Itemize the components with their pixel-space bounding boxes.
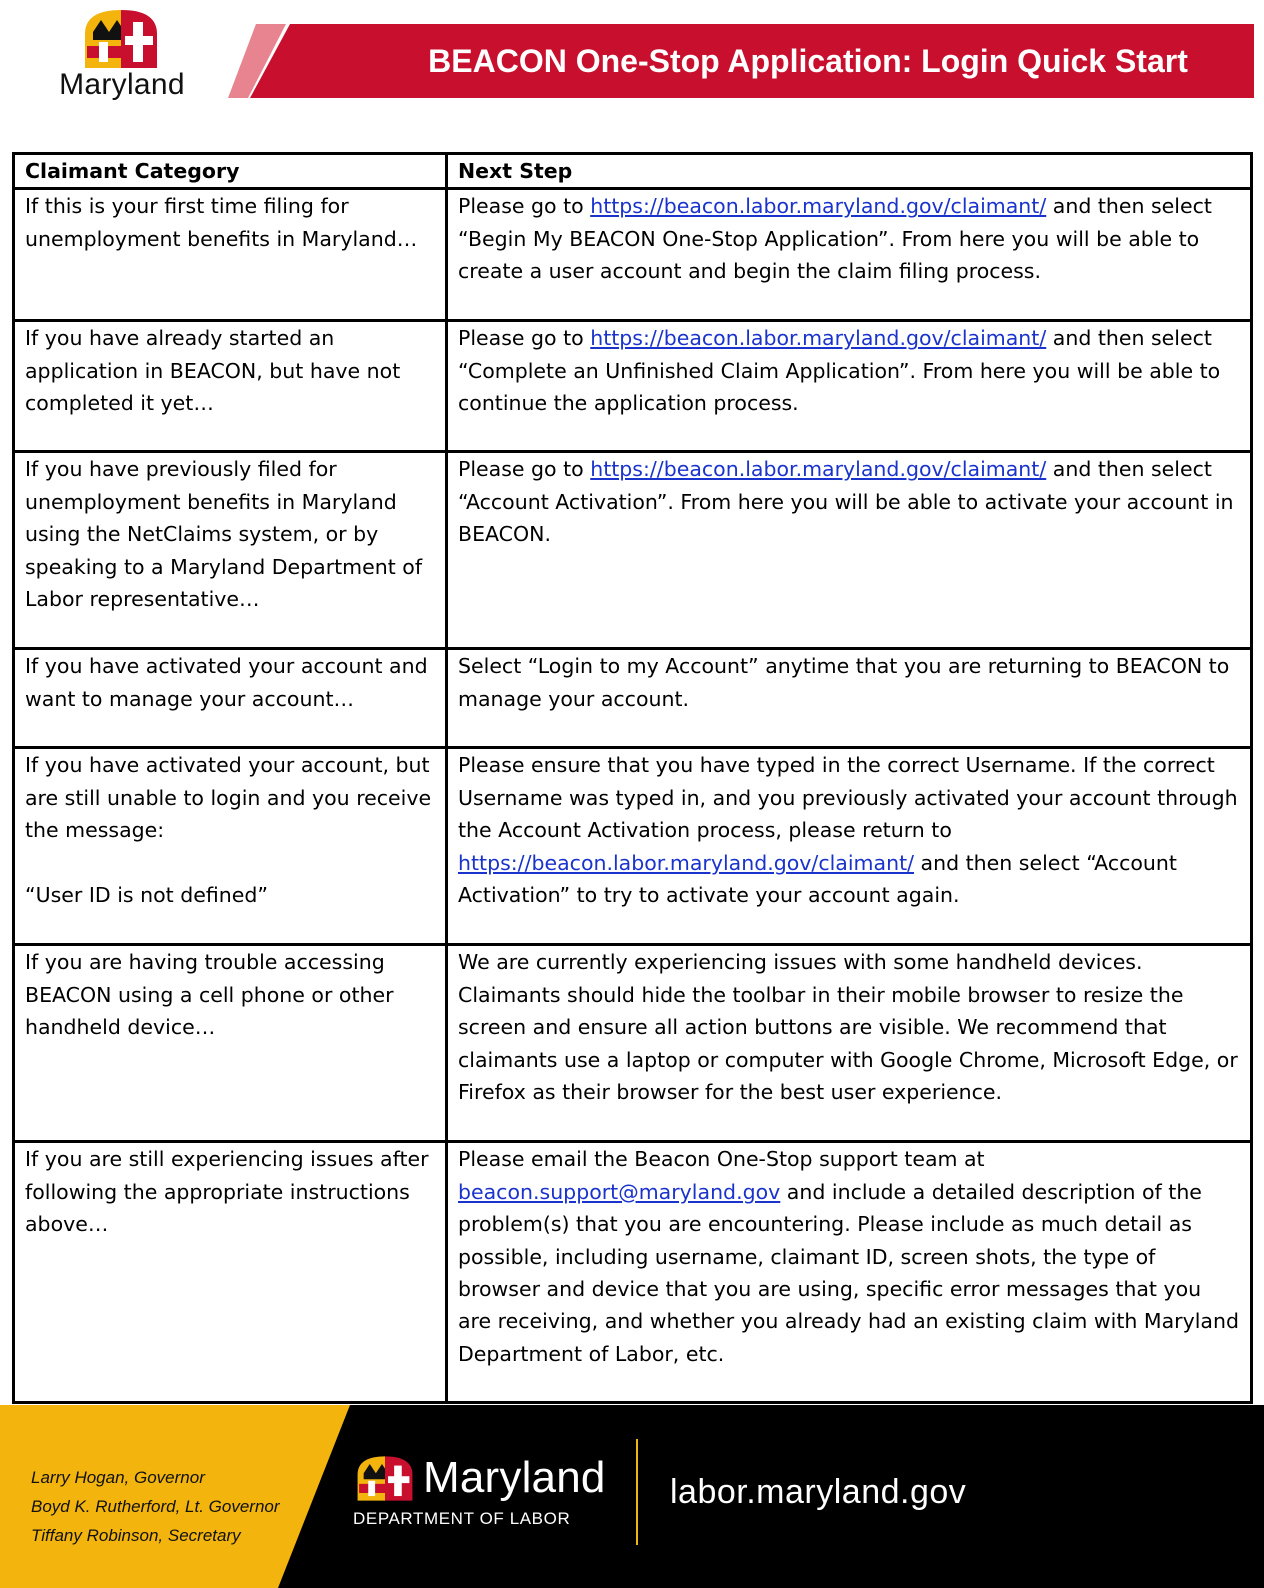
website-link[interactable]: labor.maryland.gov xyxy=(670,1473,967,1511)
error-message-quote: “User ID is not defined” xyxy=(25,882,268,907)
next-step-cell xyxy=(447,189,1252,321)
beacon-claimant-link[interactable]: https://beacon.labor.maryland.gov/claimant/ xyxy=(590,326,1047,351)
step-text: and include a detailed description of the problem(s) that you are encountering. Please include as much detail as possible, including username, claimant ID, screen shots, the type of browser and device that you are using, specific error messages that you are receiving, and whether you already had an existing claim with Maryland Department of Labor, etc. xyxy=(458,1179,1239,1366)
step-text: Please ensure that you have typed in the correct Username. If the correct Username was typed in, and you previously activated your account through the Account Activation process, please return to xyxy=(458,753,1238,843)
category-cell: If you have previously filed for unemployment benefits in Maryland using the NetClaims system, or by speaking to a Maryland Department of Labor representative… xyxy=(14,452,447,649)
beacon-claimant-link[interactable]: https://beacon.labor.maryland.gov/claimant/ xyxy=(590,194,1047,219)
column-header-next-step: Next Step xyxy=(447,154,1252,189)
table-row xyxy=(14,321,1252,452)
maryland-flag-icon xyxy=(79,6,163,68)
table-row xyxy=(14,649,1252,748)
footer-divider xyxy=(636,1439,638,1545)
official-governor: Larry Hogan, Governor xyxy=(31,1468,205,1487)
footer-dept-name: DEPARTMENT OF LABOR xyxy=(353,1509,571,1528)
dept-of-labor-logo xyxy=(353,1453,633,1543)
next-step-cell xyxy=(447,748,1252,945)
next-step-cell: We are currently experiencing issues with some handheld devices. Claimants should hide the toolbar in their mobile browser to resize the screen and ensure all action buttons are visible. We recommend that claimants use a laptop or computer with Google Chrome, Microsoft Edge, or Firefox as their browser for the best user experience. xyxy=(447,945,1252,1142)
beacon-claimant-link[interactable]: https://beacon.labor.maryland.gov/claimant/ xyxy=(458,850,915,875)
maryland-flag-icon xyxy=(353,1453,417,1501)
table-header-row xyxy=(14,154,1252,189)
officials-list xyxy=(31,1463,280,1550)
step-text: Please go to xyxy=(458,326,591,351)
next-step-cell xyxy=(447,1142,1252,1403)
page-footer xyxy=(0,1405,1264,1588)
table-row xyxy=(14,748,1252,945)
table-row xyxy=(14,945,1252,1142)
maryland-logo xyxy=(52,6,202,102)
step-text: and then select “Complete an Unfinished Claim Application”. From here you will be able to continue the application process. xyxy=(458,326,1221,416)
support-email-link[interactable]: beacon.support@maryland.gov xyxy=(458,1179,781,1204)
step-text: Please email the Beacon One-Stop support team at xyxy=(458,1147,985,1172)
category-cell xyxy=(14,748,447,945)
step-text: and then select “Account Activation” to try to activate your account again. xyxy=(458,850,1177,908)
next-step-cell: Select “Login to my Account” anytime that you are returning to BEACON to manage your account. xyxy=(447,649,1252,748)
category-cell: If you are having trouble accessing BEACON using a cell phone or other handheld device… xyxy=(14,945,447,1142)
next-step-cell xyxy=(447,321,1252,452)
column-header-category: Claimant Category xyxy=(14,154,447,189)
table-row xyxy=(14,1142,1252,1403)
next-step-cell xyxy=(447,452,1252,649)
category-cell: If you have activated your account and want to manage your account… xyxy=(14,649,447,748)
table-row xyxy=(14,189,1252,321)
category-cell: If you have already started an application in BEACON, but have not completed it yet… xyxy=(14,321,447,452)
category-cell: If you are still experiencing issues after following the appropriate instructions above… xyxy=(14,1142,447,1403)
table-row xyxy=(14,452,1252,649)
footer-logo-wordmark: Maryland xyxy=(423,1453,606,1502)
page-title: BEACON One-Stop Application: Login Quick Start xyxy=(428,43,1188,79)
beacon-claimant-link[interactable]: https://beacon.labor.maryland.gov/claimant/ xyxy=(590,457,1047,482)
official-secretary: Tiffany Robinson, Secretary xyxy=(31,1526,241,1545)
step-text: Please go to xyxy=(458,457,591,482)
category-cell: If this is your first time filing for unemployment benefits in Maryland… xyxy=(14,189,447,321)
title-banner xyxy=(228,24,1254,98)
official-lt-governor: Boyd K. Rutherford, Lt. Governor xyxy=(31,1497,280,1516)
step-text: and then select “Begin My BEACON One-Stop Application”. From here you will be able to create a user account and begin the claim filing process. xyxy=(458,194,1212,284)
quick-start-table xyxy=(12,152,1253,1404)
logo-wordmark: Maryland xyxy=(59,68,185,101)
category-text: If you have activated your account, but are still unable to login and you receive the message: xyxy=(25,753,432,843)
step-text: and then select “Account Activation”. From here you will be able to activate your account in BEACON. xyxy=(458,457,1234,547)
step-text: Please go to xyxy=(458,194,591,219)
